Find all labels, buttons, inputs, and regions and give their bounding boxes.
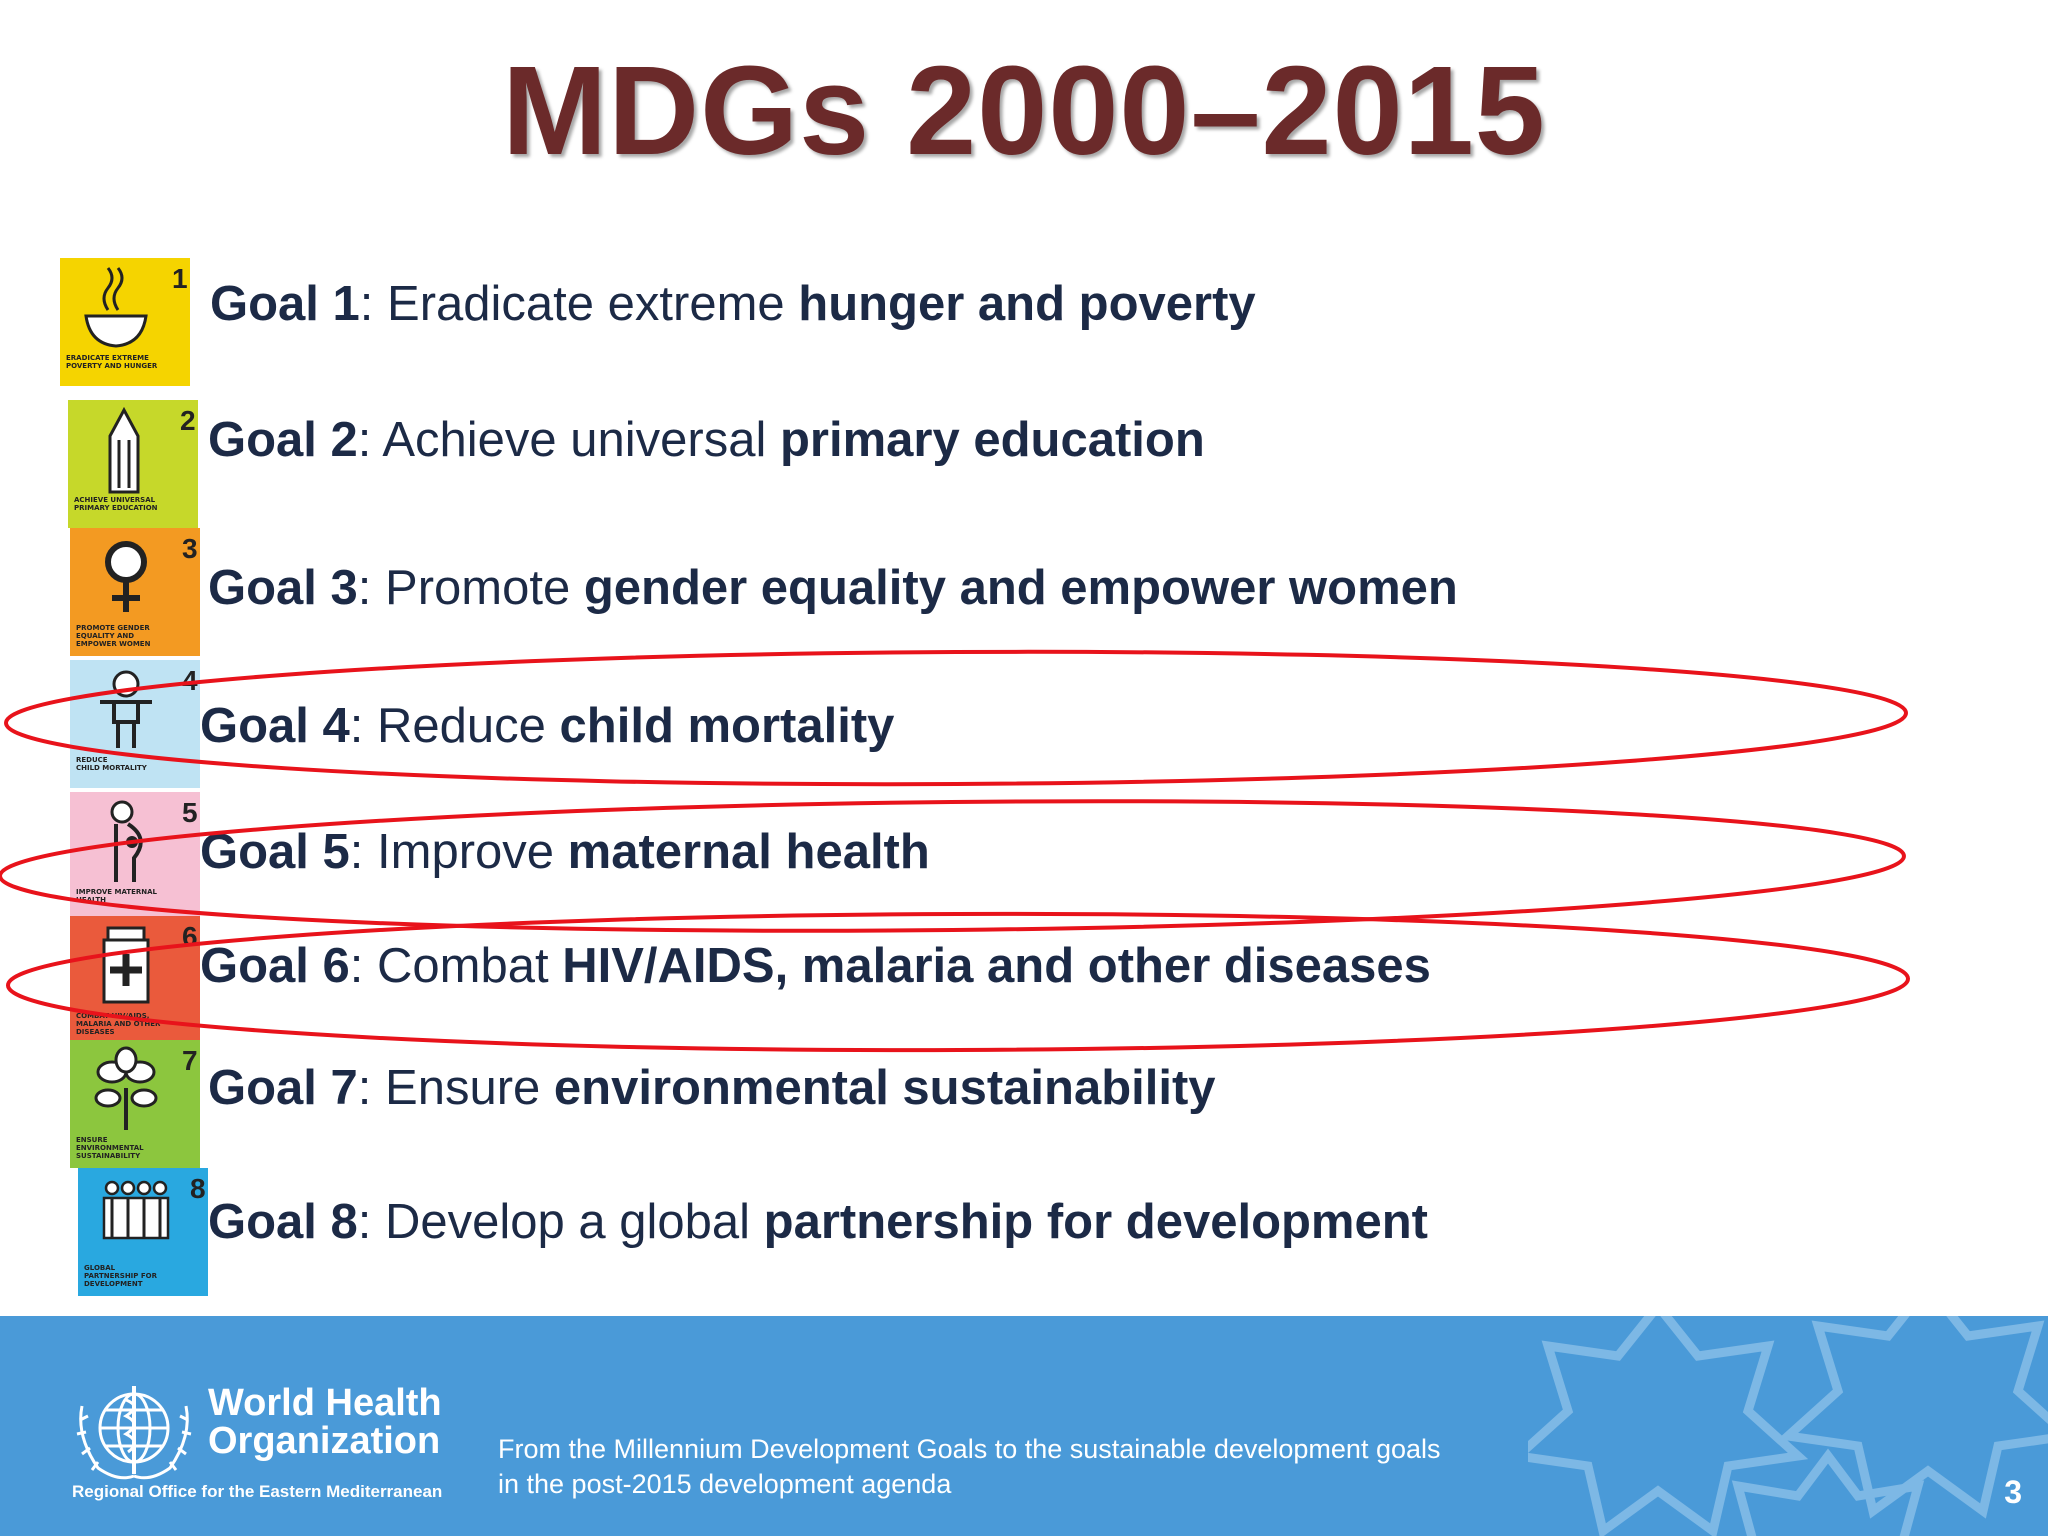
goal-1-icon bbox=[60, 258, 190, 386]
goal-7-emphasis: environmental sustainability bbox=[553, 1061, 1216, 1115]
goal-4-plain: Reduce bbox=[377, 699, 560, 753]
goal-3-plain: Promote bbox=[385, 561, 584, 615]
goal-8-separator: : bbox=[357, 1195, 386, 1249]
svg-text:REDUCE: REDUCE bbox=[76, 756, 108, 764]
people-group-icon bbox=[78, 1168, 208, 1296]
svg-text:6: 6 bbox=[182, 921, 198, 952]
goal-8-label: Goal 8 bbox=[208, 1195, 358, 1249]
goal-1-label: Goal 1 bbox=[210, 277, 360, 331]
svg-text:HEALTH: HEALTH bbox=[76, 896, 106, 904]
svg-text:ENVIRONMENTAL: ENVIRONMENTAL bbox=[76, 1144, 144, 1152]
goal-2-icon bbox=[68, 400, 198, 528]
female-symbol-icon bbox=[70, 528, 200, 656]
footer-caption bbox=[498, 1432, 1441, 1502]
footer-caption-line-2: in the post-2015 development agenda bbox=[498, 1469, 952, 1499]
goal-3-separator: : bbox=[357, 561, 386, 615]
goal-5-plain: Improve bbox=[377, 825, 568, 879]
goal-4-emphasis: child mortality bbox=[559, 699, 895, 753]
svg-text:5: 5 bbox=[182, 797, 198, 828]
goal-5-label: Goal 5 bbox=[200, 825, 350, 879]
svg-text:DEVELOPMENT: DEVELOPMENT bbox=[84, 1280, 143, 1288]
svg-text:SUSTAINABILITY: SUSTAINABILITY bbox=[76, 1152, 141, 1160]
goal-5-text bbox=[200, 824, 930, 880]
footer-caption-line-1: From the Millennium Development Goals to the sustainable development goals bbox=[498, 1434, 1441, 1464]
goal-7-separator: : bbox=[357, 1061, 386, 1115]
goal-5-separator: : bbox=[349, 825, 378, 879]
goal-4-text bbox=[200, 698, 894, 754]
goal-3-icon bbox=[70, 528, 200, 656]
svg-text:4: 4 bbox=[182, 665, 198, 696]
goal-7-text bbox=[208, 1060, 1216, 1116]
goal-6-separator: : bbox=[349, 939, 378, 993]
svg-text:ACHIEVE UNIVERSAL: ACHIEVE UNIVERSAL bbox=[74, 496, 156, 504]
svg-text:PARTNERSHIP FOR: PARTNERSHIP FOR bbox=[84, 1272, 157, 1280]
svg-text:PRIMARY EDUCATION: PRIMARY EDUCATION bbox=[74, 504, 158, 512]
svg-text:COMBAT HIV/AIDS,: COMBAT HIV/AIDS, bbox=[76, 1012, 150, 1020]
goal-6-plain: Combat bbox=[377, 939, 563, 993]
goal-7-label: Goal 7 bbox=[208, 1061, 358, 1115]
goal-4-icon bbox=[70, 660, 200, 788]
svg-text:DISEASES: DISEASES bbox=[76, 1028, 115, 1036]
svg-text:PROMOTE GENDER: PROMOTE GENDER bbox=[76, 624, 150, 632]
goal-4-separator: : bbox=[349, 699, 378, 753]
svg-text:EMPOWER WOMEN: EMPOWER WOMEN bbox=[76, 640, 151, 648]
svg-text:3: 3 bbox=[182, 533, 198, 564]
hunger-bowl-icon bbox=[60, 258, 190, 386]
goal-5-icon bbox=[70, 792, 200, 920]
child-icon bbox=[70, 660, 200, 788]
goal-7-plain: Ensure bbox=[385, 1061, 554, 1115]
svg-text:ERADICATE EXTREME: ERADICATE EXTREME bbox=[66, 354, 149, 362]
goal-8-emphasis: partnership for development bbox=[763, 1195, 1428, 1249]
svg-text:GLOBAL: GLOBAL bbox=[84, 1264, 116, 1272]
goal-1-emphasis: hunger and poverty bbox=[798, 277, 1256, 331]
pencil-icon bbox=[68, 400, 198, 528]
footer-banner bbox=[0, 1316, 2048, 1536]
goal-2-emphasis: primary education bbox=[779, 413, 1205, 467]
goal-6-icon bbox=[70, 916, 200, 1044]
goal-1-separator: : bbox=[359, 277, 388, 331]
goal-4-label: Goal 4 bbox=[200, 699, 350, 753]
svg-text:IMPROVE MATERNAL: IMPROVE MATERNAL bbox=[76, 888, 158, 896]
goal-2-label: Goal 2 bbox=[208, 413, 358, 467]
goal-2-plain: Achieve universal bbox=[382, 413, 780, 467]
medicine-bottle-icon bbox=[70, 916, 200, 1044]
who-name-line-1: World Health bbox=[208, 1382, 442, 1424]
page-number: 3 bbox=[2004, 1474, 2022, 1510]
who-name-line-2: Organization bbox=[208, 1420, 441, 1462]
svg-text:2: 2 bbox=[180, 405, 196, 436]
goal-8-text bbox=[208, 1194, 1428, 1250]
goal-8-plain: Develop a global bbox=[385, 1195, 764, 1249]
who-regional-office: Regional Office for the Eastern Mediterranean bbox=[72, 1482, 443, 1501]
goal-7-icon bbox=[70, 1040, 200, 1168]
svg-text:MALARIA AND OTHER: MALARIA AND OTHER bbox=[76, 1020, 161, 1028]
goal-6-text bbox=[200, 938, 1431, 994]
goal-8-icon bbox=[78, 1168, 208, 1296]
goal-2-separator: : bbox=[357, 413, 383, 467]
goal-2-text bbox=[208, 412, 1205, 468]
goal-6-label: Goal 6 bbox=[200, 939, 350, 993]
slide-title: MDGs 2000–2015 bbox=[502, 40, 1546, 181]
who-emblem-icon bbox=[68, 1376, 200, 1488]
who-name bbox=[208, 1384, 442, 1460]
goal-3-label: Goal 3 bbox=[208, 561, 358, 615]
svg-text:ENSURE: ENSURE bbox=[76, 1136, 108, 1144]
svg-text:7: 7 bbox=[182, 1045, 198, 1076]
svg-text:POVERTY AND HUNGER: POVERTY AND HUNGER bbox=[66, 362, 158, 370]
goal-3-text bbox=[208, 560, 1458, 616]
goal-1-plain: Eradicate extreme bbox=[387, 277, 799, 331]
goal-3-emphasis: gender equality and empower women bbox=[583, 561, 1458, 615]
star-pattern-decoration bbox=[1528, 1316, 2048, 1536]
svg-text:1: 1 bbox=[172, 263, 188, 294]
svg-text:CHILD MORTALITY: CHILD MORTALITY bbox=[76, 764, 147, 772]
goal-6-emphasis: HIV/AIDS, malaria and other diseases bbox=[562, 939, 1431, 993]
plant-icon bbox=[70, 1040, 200, 1168]
pregnant-woman-icon bbox=[70, 792, 200, 920]
svg-text:EQUALITY AND: EQUALITY AND bbox=[76, 632, 135, 640]
goal-5-emphasis: maternal health bbox=[567, 825, 930, 879]
goal-1-text bbox=[210, 276, 1256, 332]
svg-text:8: 8 bbox=[190, 1173, 206, 1204]
